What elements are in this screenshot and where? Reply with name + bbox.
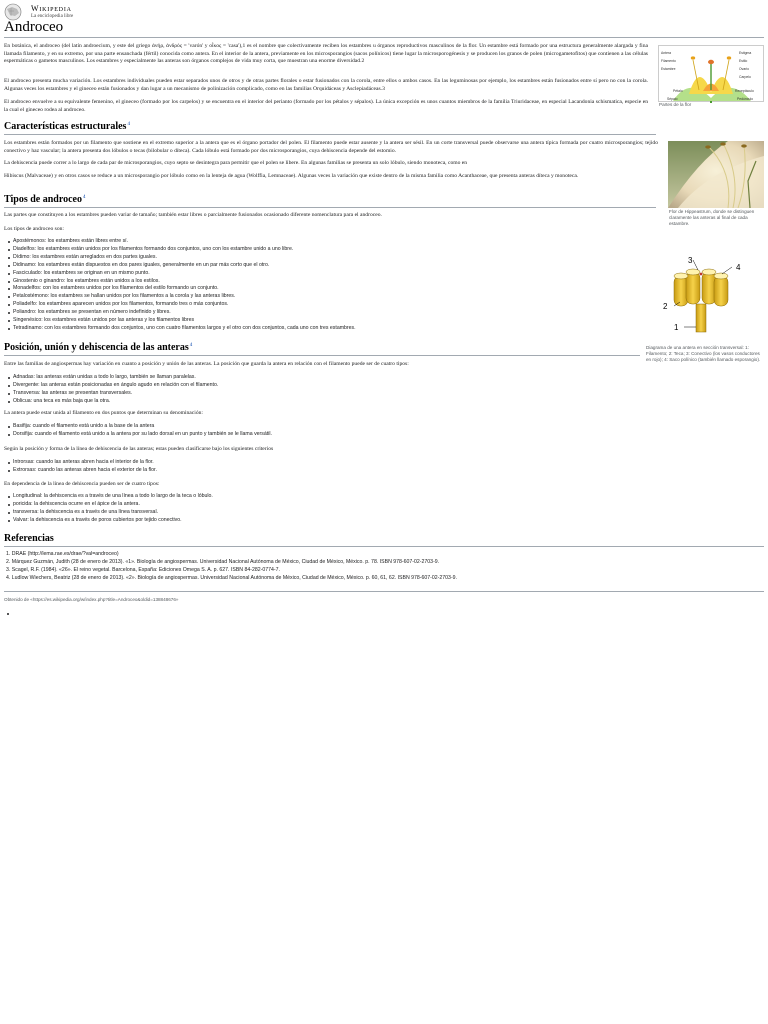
section-heading-caracteristicas-text: Características estructurales [4, 121, 127, 132]
fig1-label-sepalo: Sépalo [667, 97, 678, 101]
list-item: Transversa: las anteras se presentan transversales. [8, 390, 218, 398]
fig3-caption: Diagrama de una antera en sección transversal: 1: Filamento; 2: Teca; 3: Conectivo (los vasos conductores en rojo); 4: Saco polínico (también llamado esporangio). [646, 345, 761, 362]
fig1-label-estilo: Estilo [739, 59, 748, 63]
anther-label-3: 3 [688, 256, 693, 265]
caracteristicas-paragraph-1: Los estambres están formados por un filamento que sostiene en el extremo superior a la antera que es el órgano portador del polen. El filamento puede estar ausente y la antera ser sésil. En un corte transversal puede observarse una antera típica formada por cuatro microsporangios; tejido conectivo y haz vascular; la antera presenta dos lóbulos o tecas (bilobular o díteca). Cada lóbulo está formado por dos microsporangios, cuya dehiscencia depende del estomio. [4, 140, 658, 154]
list-item: Dídimo: los estambres están arreglados en dos partes iguales. [8, 254, 356, 262]
list-item: Monadelfos: con los estambres unidos por los filamentos del estilo formando un conjunto. [8, 285, 356, 293]
logo-tagline: La enciclopedia libre [31, 14, 74, 19]
list-item: Didinamo: los estambres están dispuestos en dos pares iguales, generalmente en un par más corto que el otro. [8, 262, 356, 270]
list-item: Petalostémono: los estambres se hallan unidos por los filamentos a la corola y las anteras libres. [8, 293, 356, 301]
tipos-lead: Los tipos de androceo son: [4, 226, 64, 232]
list-item: Divergente: las anteras están posicionadas en ángulo agudo en relación con el filamento. [8, 382, 218, 390]
flower-diagram-graphic [659, 46, 765, 103]
fig1-label-antera: Antera [661, 51, 671, 55]
section-ref-tipos[interactable]: 4 [82, 194, 86, 200]
intro-paragraph-2: El androceo presenta mucha variación. Los estambres individuales pueden estar separados unos de otros y de otras partes florales o estar fusionados con la corola, entre ellos o ambos casos. En las leguminosas por ejemplo, los estambres están fusionados entre sí pero no con la corola. Algunas veces los estambres y el gineceo están fusionados y dan lugar a un mecanismo de polinización complicado, como en las familias Orquidáceas y Asclepiadáceas.3 [4, 78, 648, 92]
hippeastrum-image [668, 141, 764, 208]
section-heading-referencias: Referencias [4, 533, 54, 544]
list-item: Apostémonos: los estambres están libres entre sí. [8, 238, 356, 246]
list-item: Singenésico: los estambres están unidos por las anteras y los filamentos libres [8, 317, 356, 325]
fig1-label-petalo: Pétalo [673, 89, 683, 93]
hippeastrum-photo[interactable] [668, 141, 764, 208]
fig1-caption: Partes de la flor [659, 102, 692, 107]
list-item: Extrorsas: cuando las anteras abren hacia el exterior de la flor. [8, 467, 157, 475]
fig2-caption: Flor de Hippeastrum, donde se distinguen claramente las anteras al final de cada estambre. [669, 209, 755, 226]
fig1-label-ovario: Ovario [739, 67, 749, 71]
tipo-dehiscencia-list [8, 493, 213, 525]
section-ref-caracteristicas[interactable]: 4 [127, 121, 130, 127]
section-heading-posicion-text: Posición, unión y dehiscencia de las anteras [4, 342, 189, 353]
section-heading-caracteristicas [4, 121, 130, 132]
reference-item[interactable]: 2. Márquez Guzmán, Judith (28 de enero de 2013). «1». Biología de angiospermas. Universidad Nacional Autónoma de México, Ciudad de México, México. p. 78. ISBN 978-607-02-2703-9. [6, 559, 440, 565]
tipos-intro: Las partes que constituyen a los estambres pueden variar de tamaño; también estar libres o parcialmente fusionados ocasionado diferente nomenclatura para el androceo. [4, 212, 382, 218]
list-item: Dorsifija: cuando el filamento está unido a la antera por su lado dorsal en un punto y también se le llama versátil. [8, 431, 272, 439]
anther-cross-section-diagram[interactable] [660, 254, 750, 336]
intro-paragraph-1: En botánica, el androceo (del latín androecium, y este del griego ἀνήρ, ἀνδρός = 'varón' y οἶκος = 'casa'),1 es el nombre que colectivamente reciben los estambres u órganos reproductivos masculinos de la flor. Un estambre está formado por una estructura generalmente alargada y fina llamada filamento, y en su extremo, por una parte ensanchada (fértil) conocida como antera. En el interior de la antera, previamente en los microsporangios (sacos polínicos) tiene lugar la microsporogénesis y se producen los granos de polen (microgametofitos) que contienen a las células espermáticas o gametos masculinos. Los estambres y especialmente las anteras son órganos complejos de vida muy corta, que muestran una enorme diversidad.2 [4, 43, 648, 65]
list-item: Introrsas: cuando las anteras abren hacia el interior de la flor. [8, 459, 157, 467]
posicion-intro: Entre las familias de angiospermas hay variación en cuanto a posición y unión de las anteras. La posición que guarda la antera en relación con el filamento puede ser de cuatro tipos: [4, 361, 409, 367]
list-item: Diadelfos: los estambres están unidos por los filamentos formando dos conjuntos, uno con los estambre unido a uno libre. [8, 246, 356, 254]
references-list [6, 550, 457, 582]
footer-divider [4, 591, 764, 592]
reference-item[interactable]: 4. Ludlow Wiechers, Beatriz (28 de enero de 2013). «2». Biología de angiospermas. Universidad Nacional Autónoma de México, Ciudad de México, México. p. 60, 61, 62. ISBN 978-607-02-2703-9. [6, 575, 457, 581]
list-item: Ginostenio o ginandro: los estambres están unidos a los estilos. [8, 278, 356, 286]
fig1-label-filamento: Filamento [661, 59, 676, 63]
anther-diagram-graphic [660, 254, 750, 336]
list-item: Poliadelfo: los estambres aparecen unidos por los filamentos, formando tres o más conjuntos. [8, 301, 356, 309]
reference-item[interactable]: 1. DRAE (http://lema.rae.es/drae/?val=androceo) [6, 551, 119, 557]
fig1-label-receptaculo: Receptáculo [735, 89, 754, 93]
posicion-list [8, 374, 218, 406]
list-item: transversa: la dehiscencia es a través de una línea transversal. [8, 509, 213, 517]
flower-parts-diagram[interactable] [658, 45, 764, 102]
list-item: Fasciculado: los estambres se originan en un mismo punto. [8, 270, 356, 278]
anther-label-1: 1 [674, 323, 679, 332]
list-item: Tetradinamo: con los estambres formando dos conjuntos, uno con cuatro filamentos largos y el otro con dos conjuntos, cada uno con tres estambres. [8, 325, 356, 333]
list-item: Basifija: cuando el filamento está unido a la base de la antera [8, 423, 272, 431]
anther-label-4: 4 [736, 263, 741, 272]
section-divider [4, 207, 656, 208]
source-link[interactable]: Obtenido de «https://es.wikipedia.org/w/index.php?title=Androceo&oldid=138848676» [4, 597, 179, 602]
section-divider [4, 134, 656, 135]
caracteristicas-paragraph-3: Hibiscus (Malvaceae) y en otros casos se reduce a un microsporangio por lóbulo como en la lenteja de agua (Wolffia, Lemnaceae). Algunas veces la variación que existe dentro de la misma familia como Acanthaceae, que presenta anteras díteca y monoteca. [4, 173, 579, 179]
union-list [8, 423, 272, 439]
anther-label-2: 2 [663, 302, 668, 311]
list-item: Oblicua: una teca es más baja que la otra. [8, 398, 218, 406]
section-heading-tipos [4, 194, 85, 205]
dehiscencia-lead: Según la posición y forma de la línea de dehiscencia de las anteras; estas pueden clasificarse bajo los siguientes criterios [4, 446, 274, 452]
caracteristicas-paragraph-2: La dehiscencia puede correr a lo largo de cada par de microsporangios, cuyo septo se desintegra para permitir que el polen se libere. En algunas familias se presenta un solo lóbulo, siendo monoteca, como en [4, 160, 468, 166]
dehiscencia-list [8, 459, 157, 475]
fig1-label-estambre: Estambre [661, 67, 676, 71]
fig1-label-estigma: Estigma [739, 51, 752, 55]
logo-wordmark: Wikipedia [31, 4, 72, 13]
list-item: poricida: la dehiscencia ocurre en el ápice de la antera. [8, 501, 213, 509]
list-item: Valvar: la dehiscencia es a través de poros cubiertos por tejido conectivo. [8, 517, 213, 525]
section-heading-tipos-text: Tipos de androceo [4, 194, 82, 205]
page-title: Androceo [4, 19, 64, 35]
fig1-label-pedunculo: Pedúnculo [737, 97, 754, 101]
tipos-list [8, 238, 356, 333]
section-divider [4, 546, 764, 547]
reference-item[interactable]: 3. Scagel, R.F. (1984). «26». El reino vegetal. Barcelona, España: Ediciones Omega S. A. p. 627. ISBN 84-282-0774-7. [6, 567, 280, 573]
union-lead: La antera puede estar unida al filamento en dos puntos que determinan su denominación: [4, 410, 203, 416]
list-item: Adnadas: las anteras están unidas a todo lo largo, también se llaman paralelas. [8, 374, 218, 382]
title-divider [4, 37, 764, 38]
section-ref-posicion[interactable]: 4 [189, 342, 193, 348]
empty-list-bullet [7, 613, 9, 615]
fig1-label-carpelo: Carpelo [739, 75, 751, 79]
list-item: Poliandro: los estambres se presentan en número indefinido y libres. [8, 309, 356, 317]
tipo-dehiscencia-lead: En dependencia de la línea de dehiscencia pueden ser de cuatro tipos: [4, 481, 160, 487]
section-heading-posicion [4, 342, 192, 353]
intro-paragraph-3: El androceo envuelve a su equivalente femenino, el gineceo (formado por los carpelos) y se encuentra en el interior del perianto (formado por los pétalos y sépalos). La única excepción es unos cuantos miembros de la familia Triuridaceae, en especial Lacandonia schismatica, especie en la cual el gineceo rodea al androceo. [4, 99, 648, 113]
list-item: Longitudinal: la dehiscencia es a través de una línea a todo lo largo de la teca o lóbulo. [8, 493, 213, 501]
section-divider [4, 355, 640, 356]
